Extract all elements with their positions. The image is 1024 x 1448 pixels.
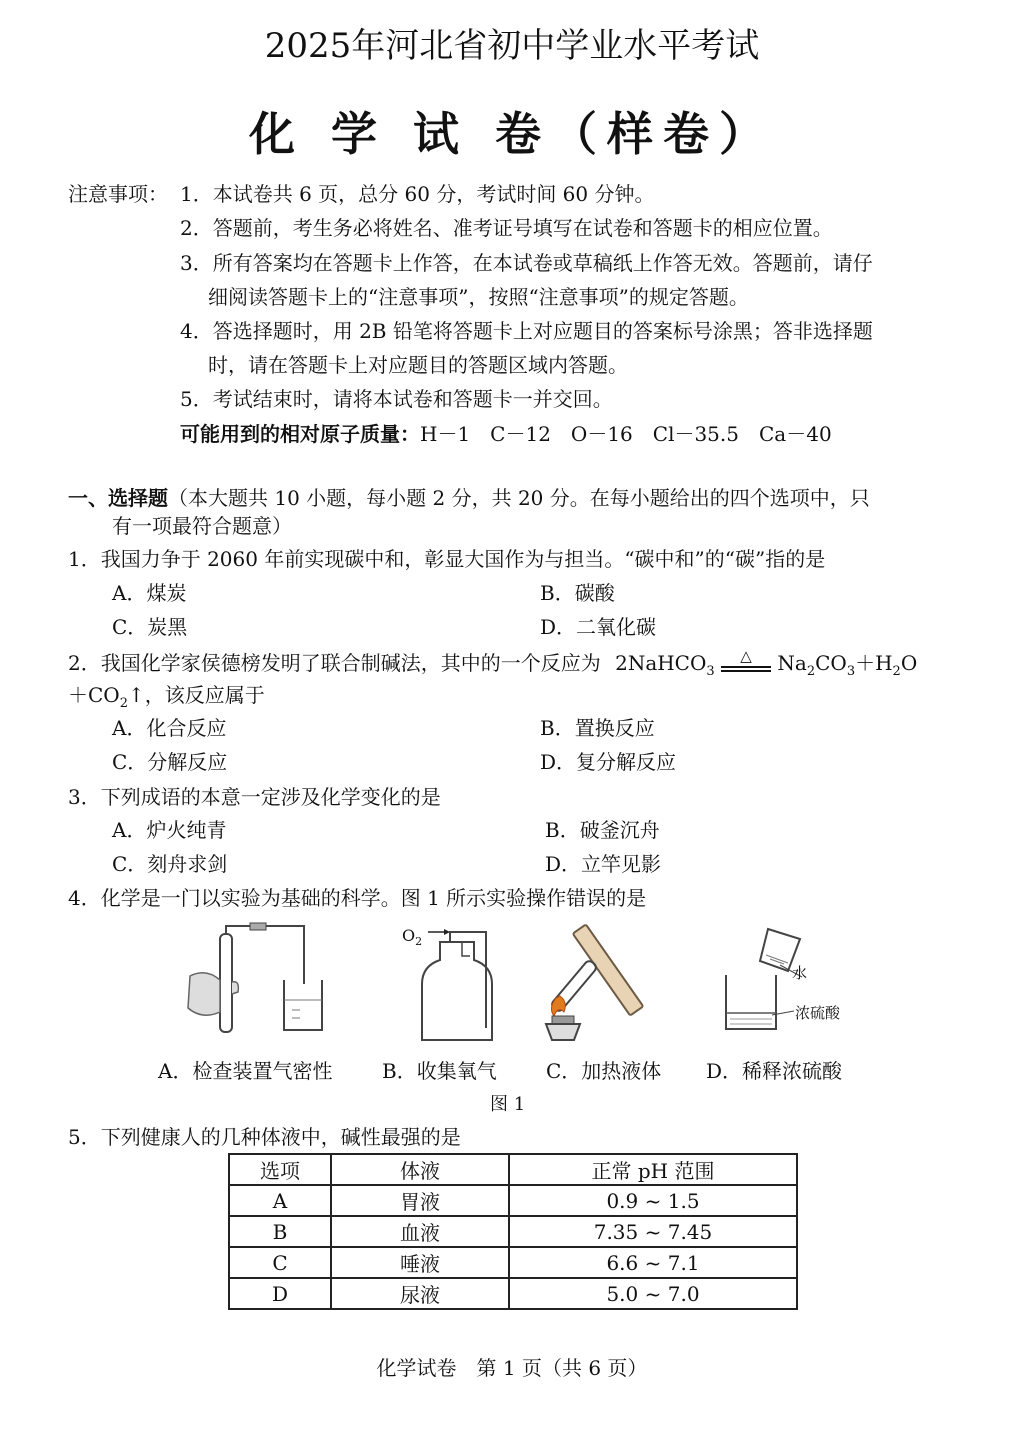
notice-label: 注意事项： (68, 182, 168, 206)
section-desc: （本大题共 10 小题，每小题 2 分，共 20 分。在每小题给出的四个选项中，只 (168, 486, 870, 510)
q3-option-c: C．刻舟求剑 (112, 852, 228, 876)
q1-option-a: A．煤炭 (112, 581, 187, 605)
q2-reactant: 2NaHCO$_3$ (615, 651, 715, 679)
q3-option-a: A．炉火纯青 (112, 818, 227, 842)
section-heading-line (68, 485, 870, 511)
q4-option-c: C．加热液体 (546, 1059, 662, 1083)
notice-item-1: 1．本试卷共 6 页，总分 60 分，考试时间 60 分钟。 (180, 182, 655, 206)
atomic-mass-line (180, 421, 832, 447)
exam-title: 2025年河北省初中学业水平考试 (264, 26, 760, 66)
table-cell: C (229, 1247, 331, 1278)
table-cell: B (229, 1216, 331, 1247)
q2-stem-text: 2．我国化学家侯德榜发明了联合制碱法，其中的一个反应为 (68, 651, 601, 675)
table-cell: 5.0 ~ 7.0 (509, 1278, 797, 1309)
notice-item-5: 5．考试结束时，请将本试卷和答题卡一并交回。 (180, 387, 613, 411)
notice-item-3-cont: 细阅读答题卡上的“注意事项”，按照“注意事项”的规定答题。 (208, 285, 749, 309)
q2-plus: ＋ (855, 651, 876, 675)
figure-caption: 图 1 (490, 1094, 526, 1115)
q2-condition-arrow: △ (721, 650, 771, 672)
o2-label: $O_2$ (402, 926, 423, 949)
q5-stem: 5．下列健康人的几种体液中，碱性最强的是 (68, 1125, 461, 1149)
q2-option-a: A．化合反应 (112, 716, 227, 740)
atomic-mass-values: H－1 C－12 O－16 Cl－35.5 Ca－40 (420, 422, 832, 446)
page-footer: 化学试卷 第 1 页（共 6 页） (376, 1356, 648, 1380)
table-cell: A (229, 1185, 331, 1216)
table-cell: 7.35 ~ 7.45 (509, 1216, 797, 1247)
q1-option-b: B．碳酸 (540, 581, 615, 605)
q3-option-d: D．立竿见影 (545, 852, 662, 876)
q1-option-c: C．炭黑 (112, 615, 188, 639)
q4-stem: 4．化学是一门以实验为基础的科学。图 1 所示实验操作错误的是 (68, 886, 647, 910)
table-cell: 胃液 (331, 1185, 509, 1216)
q1-stem: 1．我国力争于 2060 年前实现碳中和，彰显大国作为与担当。“碳中和”的“碳”指的是 (68, 547, 826, 571)
water-label: 水 (792, 964, 808, 982)
section-heading: 一、选择题 (68, 486, 168, 510)
table-row (229, 1216, 797, 1247)
notice-item-4-cont: 时，请在答题卡上对应题目的答题区域内答题。 (208, 353, 628, 377)
table-cell: D (229, 1278, 331, 1309)
table-cell: 6.6 ~ 7.1 (509, 1247, 797, 1278)
heating-liquid-illustration (540, 920, 670, 1045)
paper-subtitle: 化 学 试 卷（样卷） (248, 107, 776, 161)
q1-option-d: D．二氧化碳 (540, 615, 657, 639)
table-header: 体液 (331, 1154, 509, 1185)
table-cell: 唾液 (331, 1247, 509, 1278)
atomic-mass-label: 可能用到的相对原子质量： (180, 422, 420, 446)
table-cell: 尿液 (331, 1278, 509, 1309)
table-header-row (229, 1154, 797, 1185)
q3-option-b: B．破釜沉舟 (545, 818, 660, 842)
notice-item-2: 2．答题前，考生务必将姓名、准考证号填写在试卷和答题卡的相应位置。 (180, 216, 833, 240)
table-header: 选项 (229, 1154, 331, 1185)
table-row (229, 1185, 797, 1216)
q2-option-c: C．分解反应 (112, 750, 228, 774)
q2-product2: $H_2O$ (875, 651, 918, 679)
sulfuric-acid-label: 浓硫酸 (795, 1004, 841, 1022)
table-row (229, 1247, 797, 1278)
q2-option-d: D．复分解反应 (540, 750, 677, 774)
q2-stem-cont: $+CO_2↑$，该反应属于 (68, 683, 265, 711)
table-header: 正常 pH 范围 (509, 1154, 797, 1185)
notice-item-3: 3．所有答案均在答题卡上作答，在本试卷或草稿纸上作答无效。答题前，请仔 (180, 251, 873, 275)
table-row (229, 1278, 797, 1309)
table-cell: 血液 (331, 1216, 509, 1247)
q3-stem: 3．下列成语的本意一定涉及化学变化的是 (68, 785, 441, 809)
q2-stem (68, 647, 918, 685)
table-cell: 0.9 ~ 1.5 (509, 1185, 797, 1216)
section-desc-cont: 有一项最符合题意） (112, 514, 292, 538)
ph-table (228, 1153, 798, 1310)
q4-option-b: B．收集氧气 (382, 1059, 497, 1083)
q4-option-d: D．稀释浓硫酸 (706, 1059, 843, 1083)
q2-product1: $Na_2CO_3$ (777, 651, 856, 679)
notice-item-4: 4．答选择题时，用 2B 铅笔将答题卡上对应题目的答案标号涂黑；答非选择题 (180, 319, 873, 343)
q2-option-b: B．置换反应 (540, 716, 655, 740)
airtightness-check-illustration (180, 920, 330, 1040)
q4-option-a: A．检查装置气密性 (158, 1059, 333, 1083)
